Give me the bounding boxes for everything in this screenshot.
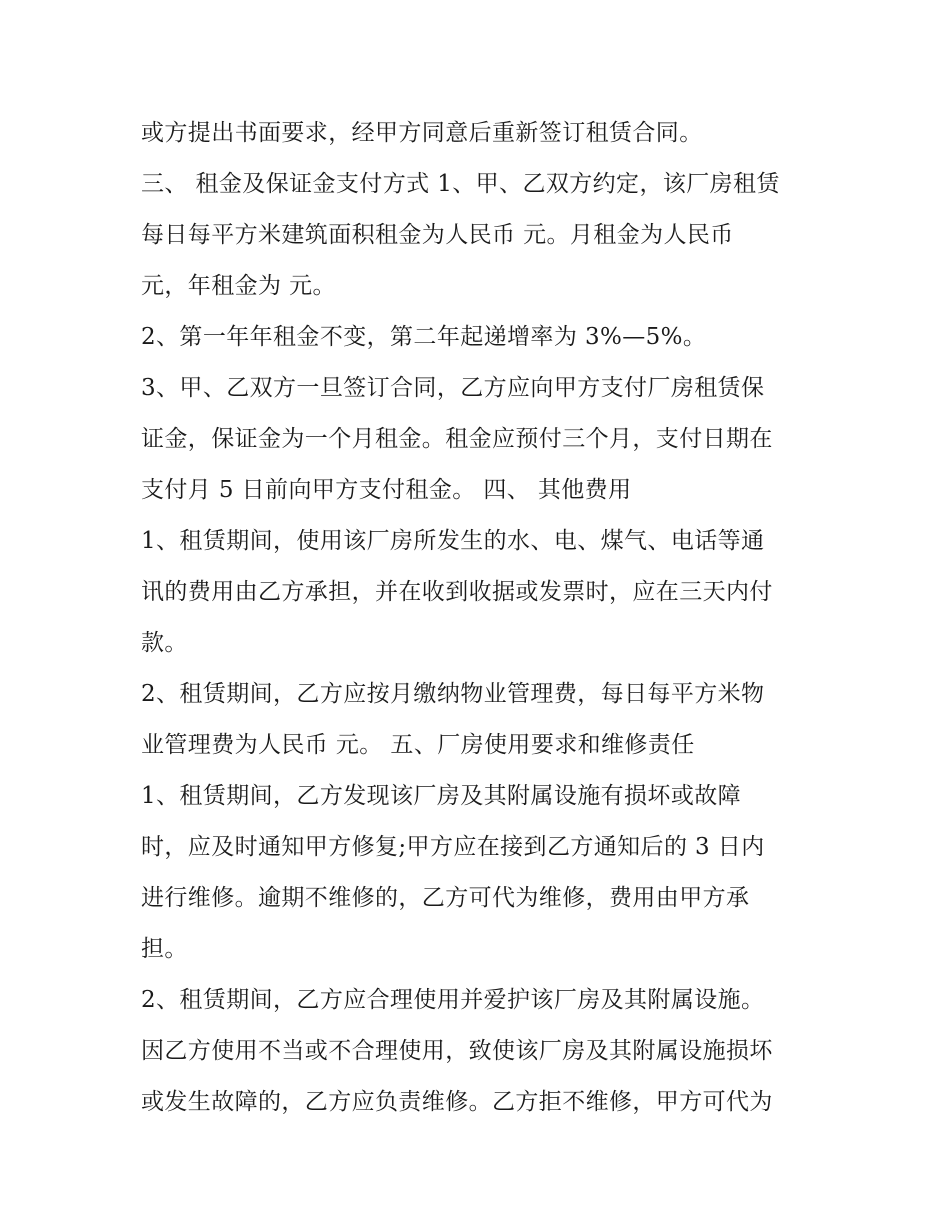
text-line: 时，应及时通知甲方修复;甲方应在接到乙方通知后的 3 日内 — [141, 834, 765, 860]
text-line: 1、租赁期间，使用该厂房所发生的水、电、煤气、电话等通 — [141, 528, 765, 554]
text-line: 2、租赁期间，乙方应合理使用并爱护该厂房及其附属设施。 — [141, 987, 765, 1013]
text-line: 或方提出书面要求，经甲方同意后重新签订租赁合同。 — [141, 120, 703, 146]
text-line: 3、甲、乙双方一旦签订合同，乙方应向甲方支付厂房租赁保 — [141, 375, 765, 401]
text-line: 元，年租金为 元。 — [141, 273, 336, 299]
text-line: 业管理费为人民币 元。 五、厂房使用要求和维修责任 — [141, 732, 695, 758]
text-line: 证金，保证金为一个月租金。租金应预付三个月，支付日期在 — [141, 426, 773, 452]
text-line: 或发生故障的，乙方应负责维修。乙方拒不维修，甲方可代为 — [141, 1089, 773, 1115]
text-line: 2、租赁期间，乙方应按月缴纳物业管理费，每日每平方米物 — [141, 681, 765, 707]
text-line: 担。 — [141, 936, 188, 962]
text-line: 款。 — [141, 630, 188, 656]
document-body — [141, 108, 831, 1128]
text-line: 支付月 5 日前向甲方支付租金。 四、 其他费用 — [141, 477, 632, 503]
text-line: 2、第一年年租金不变，第二年起递增率为 3%—5%。 — [141, 324, 707, 350]
text-line: 进行维修。逾期不维修的，乙方可代为维修，费用由甲方承 — [141, 885, 750, 911]
text-line: 讯的费用由乙方承担，并在收到收据或发票时，应在三天内付 — [141, 579, 773, 605]
text-line: 每日每平方米建筑面积租金为人民币 元。月租金为人民币 — [141, 222, 734, 248]
text-line: 1、租赁期间，乙方发现该厂房及其附属设施有损坏或故障 — [141, 783, 742, 809]
text-line: 三、 租金及保证金支付方式 1、甲、乙双方约定，该厂房租赁 — [141, 171, 780, 197]
text-line: 因乙方使用不当或不合理使用，致使该厂房及其附属设施损坏 — [141, 1038, 773, 1064]
